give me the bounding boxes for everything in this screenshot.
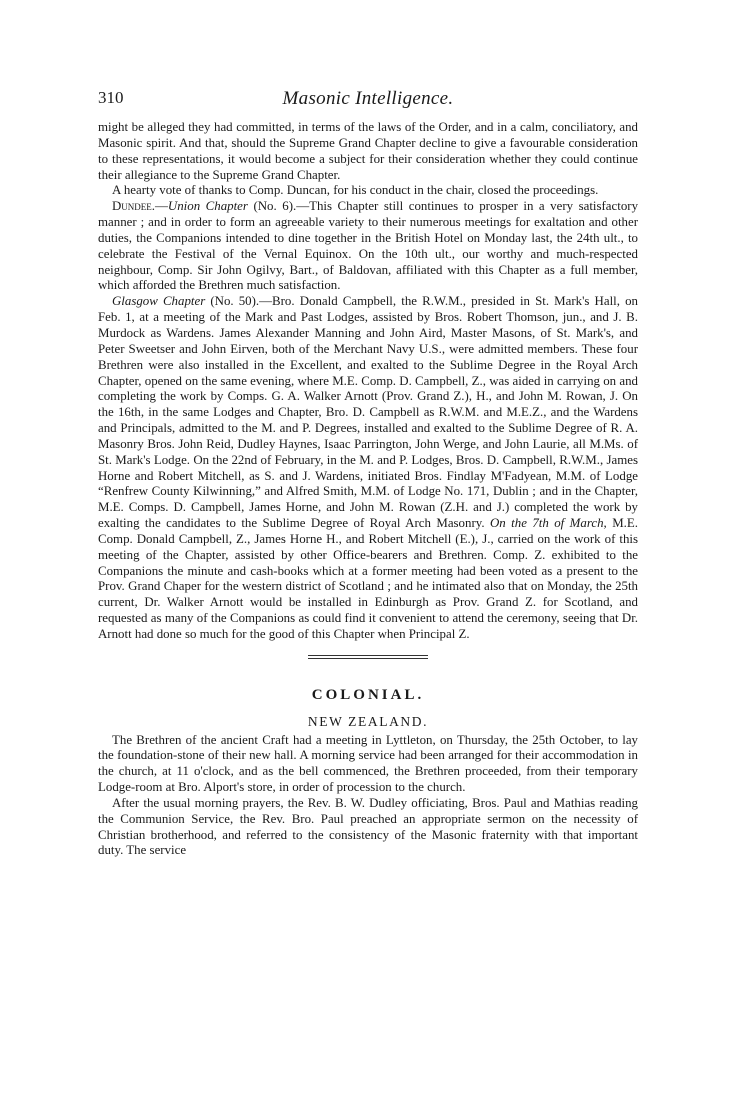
article-body	[98, 120, 638, 859]
paragraph: might be alleged they had committed, in terms of the laws of the Order, and in a calm, conciliatory, and Masonic spirit. And that, should the Supreme Grand Chapter decline to give a favourable consideration to these representations, it would become a subject for their consideration whether they could continue their allegiance to the Supreme Grand Chapter.	[98, 120, 638, 182]
paragraph: The Brethren of the ancient Craft had a meeting in Lyttleton, on Thursday, the 25th October, to lay the foundation-stone of their new hall. A morning service had been arranged for their accommodation in the church, at 11 o'clock, and as the bell commenced, the Brethren proceeded, from their temporary Lodge-room at Bro. Alport's store, in order of procession to the church.	[98, 732, 638, 795]
paragraph-text: (No. 6).—This Chapter still continues to prosper in a very satisfactory manner ; and in order to form an agreeable variety to their numerous meetings for exaltation and other duties, the Companions intended to dine together in the British Hotel on Monday last, the 24th ult., to celebrate the Festival of the Vernal Equinox. On the 10th ult., our worthy and much-respected neighbour, Comp. Sir John Ogilvy, Bart., of Baldovan, affiliated with this Chapter as a full member, which afforded the Brethren much satisfaction.	[98, 199, 639, 293]
chapter-name: Union Chapter	[167, 199, 248, 214]
paragraph-glasgow	[98, 294, 638, 643]
paragraph: A hearty vote of thanks to Comp. Duncan, for his conduct in the chair, closed the proceedings.	[112, 183, 599, 198]
section-divider	[308, 658, 428, 659]
paragraph-dundee: Dundee.—Union Chapter (No. 6).—This Chapter still continues to prosper in a very satisfactory manner ; and in order to form an agreeable variety to their numerous meetings for exaltation and other duties, the Companions intended to dine together in the British Hotel on Monday last, the 24th ult., to celebrate the Festival of the Vernal Equinox. On the 10th ult., our worthy and much-respected neighbour, Comp. Sir John Ogilvy, Bart., of Baldovan, affiliated with this Chapter as a full member, which afforded the Brethren much satisfaction.	[98, 199, 639, 293]
place-name: Dundee.	[112, 199, 156, 214]
running-title: Masonic Intelligence.	[282, 88, 454, 109]
page	[98, 88, 638, 859]
paragraph: After the usual morning prayers, the Rev. B. W. Dudley officiating, Bros. Paul and Mathias reading the Communion Service, the Rev. Bro. Paul preached an appropriate sermon on the necessity of Christian brotherhood, and referred to the consistency of the Masonic fraternity with that important duty. The service	[98, 795, 638, 858]
chapter-name: Glasgow Chapter	[112, 294, 206, 309]
section-divider	[308, 655, 428, 656]
subsection-title: NEW ZEALAND.	[307, 713, 429, 729]
date-phrase: On the 7th of March,	[490, 516, 607, 531]
paragraph-text: (No. 50).—Bro. Donald Campbell, the R.W.M., presided in St. Mark's Hall, on Feb. 1, at a meeting of the Mark and Past Lodges, assisted by Bros. Robert Thomson, jun., and J. B. Murdock as Wardens. James Alexander Manning and John Aird, Master Masons, of St. Mark's, and Peter Sweetser and John Eirven, both of the Merchant Navy U.S., were admitted members. These four Brethren were also installed in the Excellent, and exalted to the Sublime Degree in the Royal Arch Chapter, opened on the same evening, where M.E. Comp. D. Campbell, Z., was aided in carrying on and completing the work by Comps. G. A. Walker Arnott (Prov. Grand Z.), H., and John M. Rowan, J. On the 16th, in the same Lodges and Chapter, Bro. D. Campbell as R.W.M. and M.E.Z., and the Wardens and Principals, admitted to the M. and P. Degrees, installed and exalted to the Sublime Degree of R. A. Masonry Bros. John Reid, Dudley Haynes, Isaac Parrington, John Werge, and John Laurie, all M.Ms. of St. Mark's Lodge. On the 22nd of February, in the M. and P. Lodges, Bros. D. Campbell, R.W.M., James Horne and Robert Mitchell, as S. and J. Wardens, initiated Bros. Findlay M'Fadyean, M.M. of Lodge “Renfrew County Kilwinning,” and Alfred Smith, M.M. of Lodge No. 171, Dublin ; and in the Chapter, M.E. Comps. D. Campbell, James Horne, and John M. Rowan (Z.H. and J.) completed the work by exalting the candidates to the Sublime Degree of Royal Arch Masonry.	[98, 294, 638, 531]
page-number: 310	[98, 88, 124, 107]
paragraph-text: M.E. Comp. Donald Campbell, Z., James Horne H., and Robert Mitchell (E.), J., carried on the work of this meeting of the Chapter, assisted by other Office-bearers and Brethren. Comp. Z. exhibited to the Companions the minute and cash-books which at a former meeting had been voted as a present to the Prov. Grand Chaper for the western district of Scotland ; and he intimated also that on Monday, the 25th current, Dr. Walker Arnott would be installed in Edinburgh as Prov. Grand Z. for Scotland, and requested as many of the Companions as could find it convenient to attend the ceremony, seeing that Dr. Arnott had done so much for the good of this Chapter when Principal Z.	[98, 516, 638, 641]
page-header	[98, 88, 638, 114]
section-title: COLONIAL.	[311, 686, 425, 703]
